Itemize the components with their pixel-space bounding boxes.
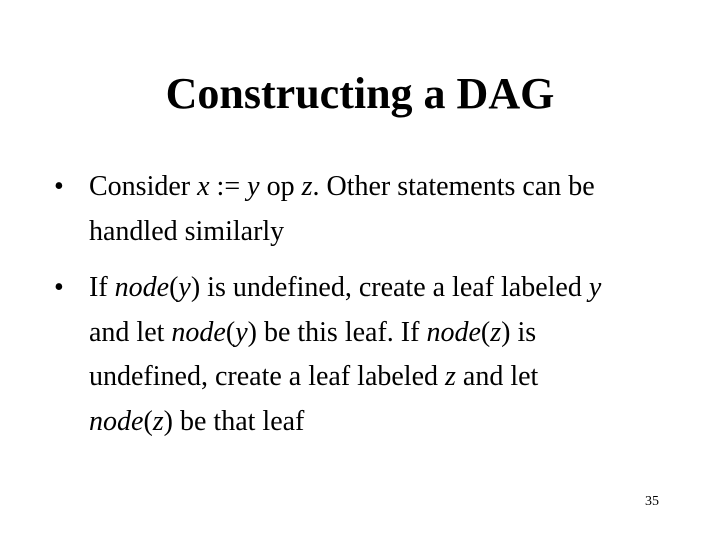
italic-run: z [152, 405, 164, 437]
text-run: If [89, 272, 115, 303]
text-line [89, 400, 690, 445]
text-run: op [259, 171, 302, 202]
italic-run: x [197, 171, 210, 202]
italic-run: node [426, 316, 481, 348]
bullet-marker: • [54, 272, 64, 303]
text-run: and let [455, 361, 539, 392]
italic-run: node [171, 316, 226, 348]
text-run: ) is undefined, create a leaf labeled [190, 272, 589, 303]
text-run: and let [89, 316, 172, 348]
text-run: ( [143, 405, 153, 437]
text-run: ( [169, 272, 179, 303]
text-run: := [209, 171, 248, 202]
text-run: undefined, create a leaf labeled [89, 361, 446, 392]
bullet-text [89, 165, 690, 254]
text-run: ( [480, 316, 491, 348]
text-run: . Other statements can be [312, 171, 595, 202]
text-line [89, 165, 690, 210]
page-number: 35 [645, 494, 659, 509]
text-run: ( [225, 316, 236, 348]
text-run: ) be that leaf [163, 405, 305, 437]
slide-title: Constructing a DAG [165, 69, 555, 118]
italic-run: y [235, 316, 248, 348]
italic-run: y [178, 272, 191, 303]
text-run: ) is [501, 316, 537, 348]
text-line [89, 311, 690, 356]
bullet-marker: • [54, 171, 64, 202]
text-line [89, 355, 690, 400]
italic-run: node [89, 405, 144, 437]
bullet-item-2 [54, 266, 690, 444]
bullet-text [89, 266, 690, 444]
text-run: Consider [89, 171, 198, 202]
text-line [89, 210, 690, 255]
italic-run: y [588, 272, 602, 303]
italic-run: z [301, 171, 313, 202]
italic-run: z [490, 316, 502, 348]
text-run: handled similarly [89, 215, 285, 247]
text-run: ) be this leaf. If [247, 316, 427, 348]
italic-run: z [445, 361, 456, 392]
italic-run: y [247, 171, 260, 202]
bullet-item-1 [54, 165, 690, 254]
italic-run: node [114, 272, 170, 303]
text-line [89, 266, 690, 311]
